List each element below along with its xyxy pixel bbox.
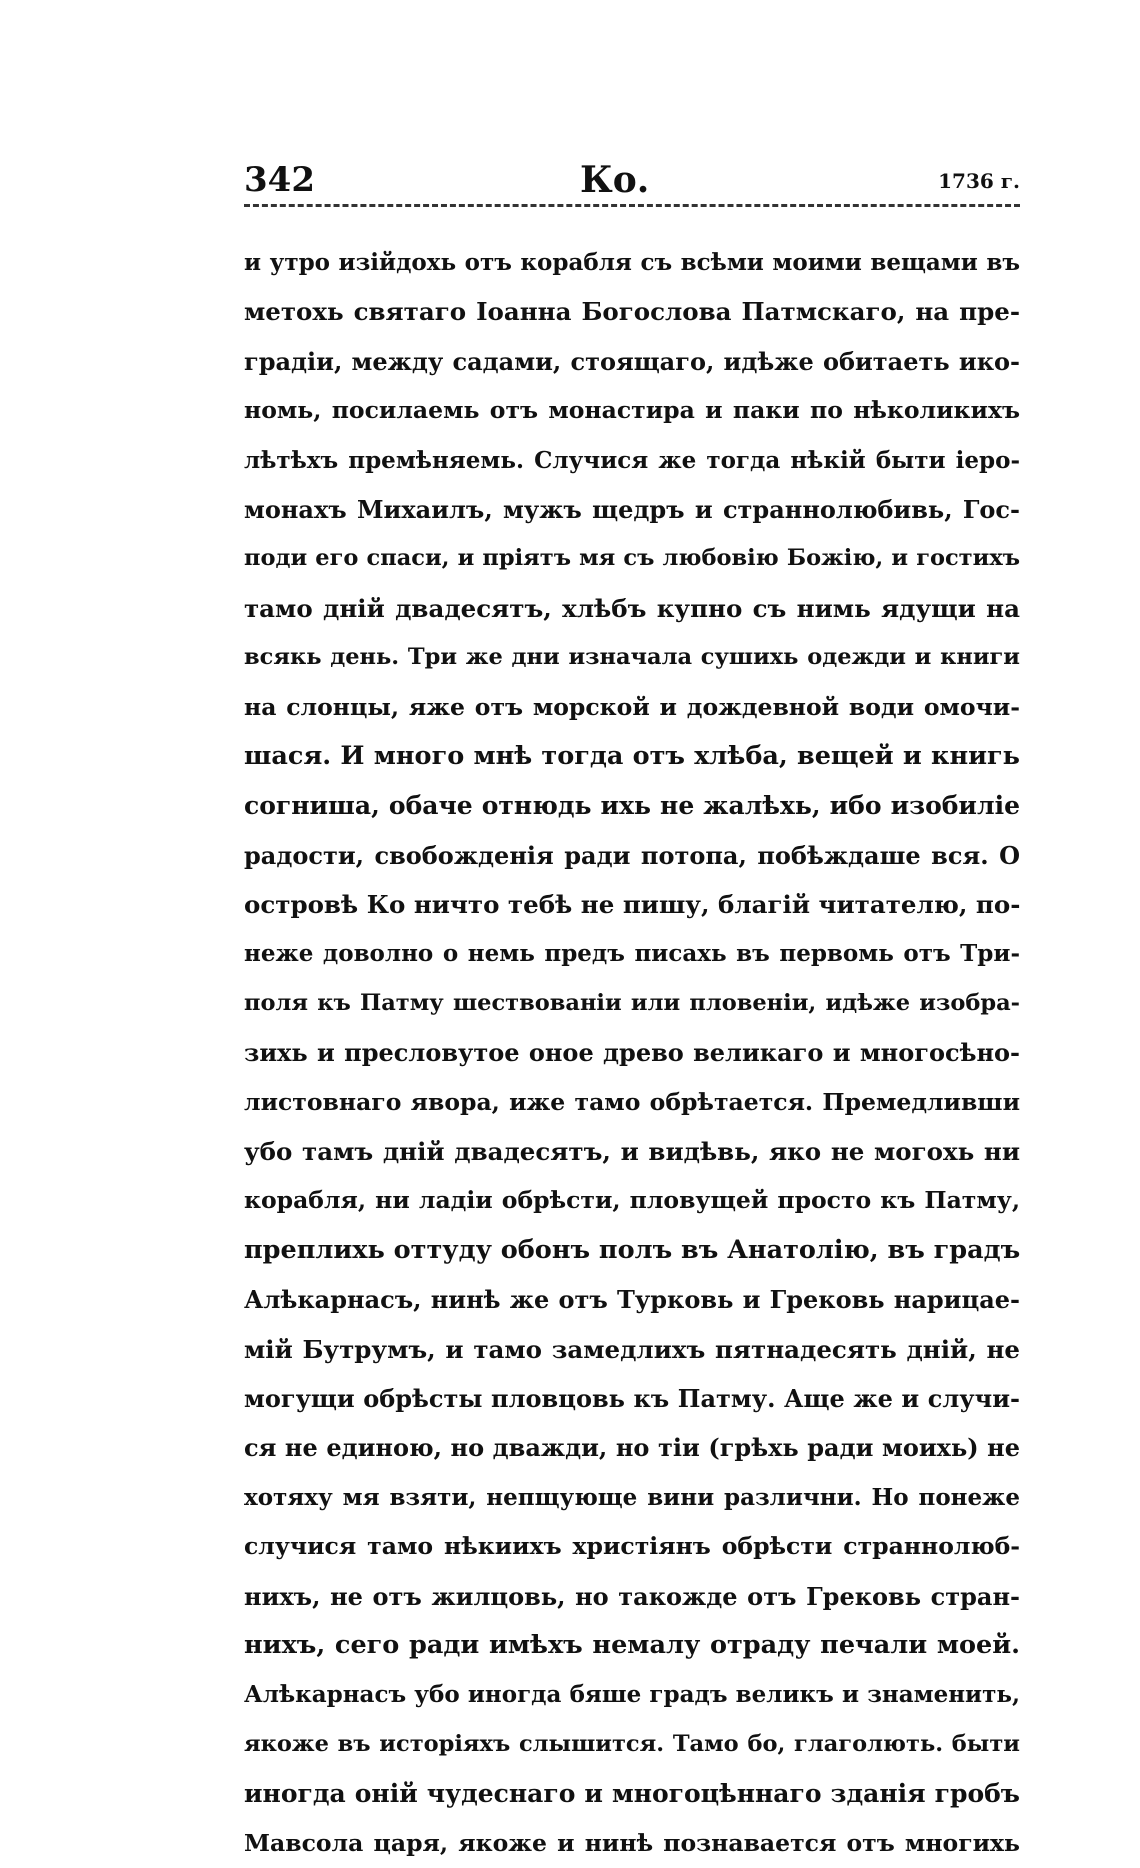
text-line: мій Бутрумъ, и тамо замедлихъ пятнадесять дній, не [244, 1334, 1020, 1364]
text-line: неже доволно о немь предъ писахь въ первомь отъ Три- [244, 940, 1020, 968]
text-line: нихъ, не отъ жилцовь, но такожде отъ Грековь стран- [244, 1581, 1020, 1611]
text-line: лѣтѣхъ премѣняемь. Случися же тогда нѣкій быти іеро- [244, 446, 1020, 474]
year-label: 1736 г. [938, 169, 1020, 193]
text-line: и утро изійдохь отъ корабля съ всѣми моими вещами въ [244, 249, 1020, 276]
text-line: номь, посилаемь отъ монастира и паки по нѣколикихъ [244, 396, 1020, 425]
text-line: Мавсола царя, якоже и нинѣ познавается отъ многихь [244, 1828, 1020, 1857]
page-number: 342 [244, 160, 315, 200]
text-line: случися тамо нѣкиихъ христіянъ обрѣсти страннолюб- [244, 1532, 1020, 1561]
page-header [244, 160, 1020, 208]
text-line: корабля, ни ладіи обрѣсти, пловущей просто къ Патму, [244, 1186, 1020, 1215]
text-line: якоже въ исторіяхъ слышится. Тамо бо, глаголють. быти [244, 1730, 1020, 1757]
header-rule [244, 204, 1020, 207]
body-text [244, 238, 1020, 1868]
text-line: зихь и пресловутое оное древо великаго и многосѣно- [244, 1038, 1020, 1068]
text-line: градіи, между садами, стоящаго, идѣже обитаеть ико- [244, 346, 1020, 376]
text-line: преплихь оттуду обонъ полъ въ Анатолію, въ градъ [244, 1234, 1020, 1265]
text-line: шася. И много мнѣ тогда отъ хлѣба, вещей и книгь [244, 740, 1020, 771]
text-line: убо тамъ дній двадесятъ, и видѣвь, яко не могохь ни [244, 1137, 1020, 1167]
text-line: тамо дній двадесятъ, хлѣбъ купно съ нимь ядущи на [244, 593, 1020, 623]
text-line: Алѣкарнасъ, нинѣ же отъ Турковь и Грековь нарицае- [244, 1285, 1020, 1315]
text-line: листовнаго явора, иже тамо обрѣтается. Премедливши [244, 1087, 1020, 1116]
running-title: Ко. [580, 159, 650, 201]
text-line: радости, свобожденія ради потопа, побѣждаше вся. О [244, 840, 1020, 870]
text-line: могущи обрѣсты пловцовь къ Патму. Аще же и случи- [244, 1383, 1020, 1413]
text-line: согниша, обаче отнюдь ихь не жалѣхь, ибо изобиліе [244, 791, 1020, 821]
text-line: всякь день. Три же дни изначала сушихь одежди и книги [244, 644, 1020, 671]
text-line: поди его спаси, и пріятъ мя съ любовію Божію, и гостихъ [244, 545, 1020, 572]
text-line: ся не единою, но дважди, но тіи (грѣхь ради моихь) не [244, 1433, 1020, 1463]
text-line: хотяху мя взяти, непщующе вини различни. Но понеже [244, 1483, 1020, 1511]
text-line: на слонцы, яже отъ морской и дождевной води омочи- [244, 692, 1020, 721]
text-line: поля къ Патму шествованіи или пловеніи, идѣже изобра- [244, 989, 1020, 1016]
text-line: иногда оній чудеснаго и многоцѣннаго зданія гробъ [244, 1779, 1020, 1809]
text-line: метохь святаго Іоанна Богослова Патмскаго, на пре- [244, 297, 1020, 327]
text-line: островѣ Ко ничто тебѣ не пишу, благій читателю, по- [244, 890, 1020, 920]
text-line: нихъ, сего ради имѣхъ немалу отраду печали моей. [244, 1629, 1020, 1660]
text-line: Алѣкарнасъ убо иногда бяше градъ великъ и знаменить, [244, 1681, 1020, 1709]
text-line: монахъ Михаилъ, мужъ щедръ и страннолюбивь, Гос- [244, 494, 1020, 524]
